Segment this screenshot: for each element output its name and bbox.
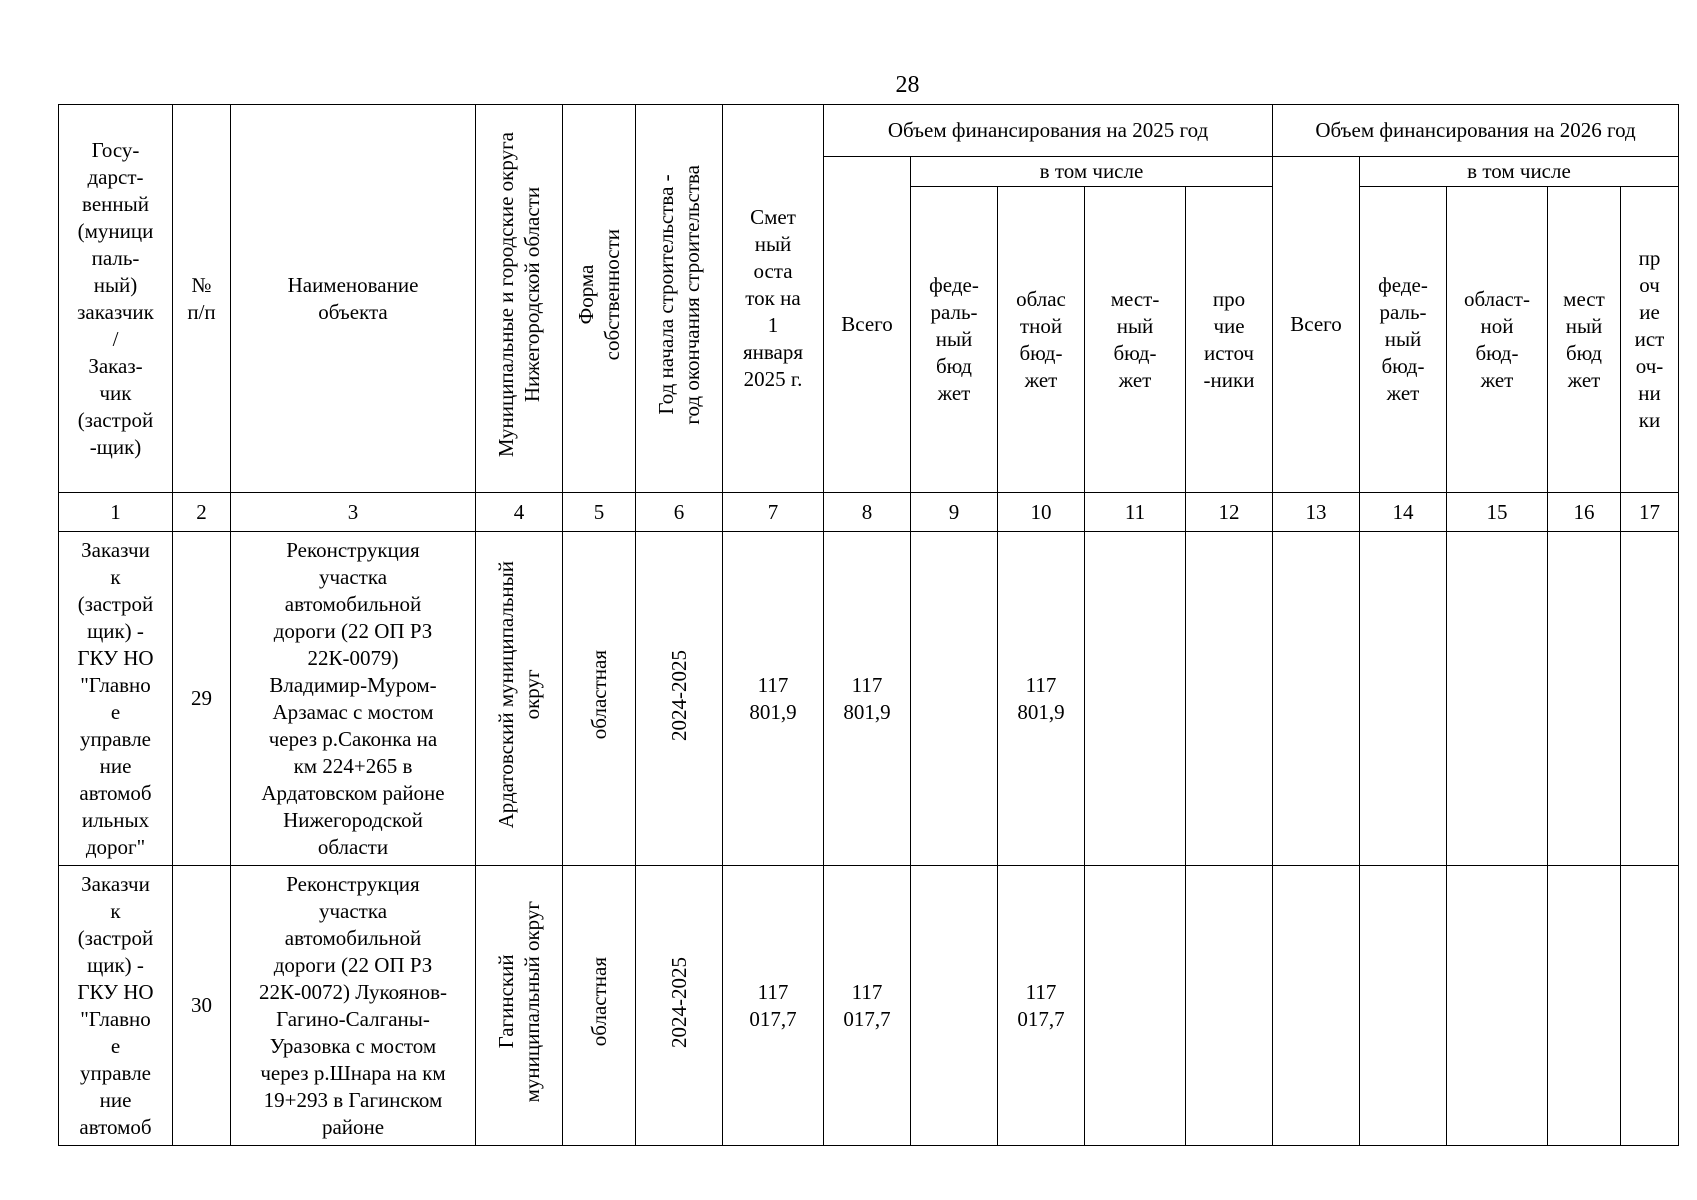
header-local-2026: мест ный бюд жет: [1548, 187, 1621, 493]
cell-num: 29: [173, 532, 231, 866]
column-number: 3: [231, 493, 476, 532]
header-object-name: Наименование объекта: [231, 105, 476, 493]
cell-years-text: 2024-2025: [667, 956, 691, 1048]
cell-ownership-text: областная: [587, 650, 611, 740]
cell-local-2025: [1085, 866, 1186, 1146]
column-number: 16: [1548, 493, 1621, 532]
cell-object-name: Реконструкция участка автомобильной дороги (22 ОП РЗ 22К-0072) Лукоянов- Гагино-Салганы- Уразовка с мостом через р.Шнара на км 19+293 в Гагинском районе: [231, 866, 476, 1146]
cell-total-2026: [1273, 532, 1360, 866]
header-regional-2026: област- ной бюд- жет: [1447, 187, 1548, 493]
column-number: 5: [563, 493, 636, 532]
header-estimate: Смет ный оста ток на 1 января 2025 г.: [723, 105, 824, 493]
cell-total-2025: 117 017,7: [824, 866, 911, 1146]
cell-ownership: [563, 532, 636, 866]
header-total-2026: Всего: [1273, 157, 1360, 493]
header-ownership-text: Форма собственности: [574, 229, 624, 361]
cell-regional-2025: 117 017,7: [998, 866, 1085, 1146]
cell-regional-2026: [1447, 532, 1548, 866]
header-fin-2025: Объем финансирования на 2025 год: [824, 105, 1273, 157]
column-number: 8: [824, 493, 911, 532]
header-incl-2026: в том числе: [1360, 157, 1679, 187]
table-row: [59, 532, 1679, 866]
cell-regional-2026: [1447, 866, 1548, 1146]
header-districts-text: Муниципальные и городские округа Нижегородской области: [494, 132, 544, 458]
page-number: 28: [895, 72, 920, 98]
header-federal-2026: феде- раль- ный бюд- жет: [1360, 187, 1447, 493]
cell-customer: Заказчи к (застрой щик) - ГКУ НО "Главно е управле ние автомоб ильных дорог": [59, 532, 173, 866]
column-number: 6: [636, 493, 723, 532]
column-number: 1: [59, 493, 173, 532]
cell-other-2026: [1621, 866, 1679, 1146]
column-number: 11: [1085, 493, 1186, 532]
cell-object-name: Реконструкция участка автомобильной дороги (22 ОП РЗ 22К-0079) Владимир-Муром- Арзамас с мостом через р.Саконка на км 224+265 в Ардатовском районе Нижегородской области: [231, 532, 476, 866]
header-years-text: Год начала строительства - год окончания строительства: [654, 165, 704, 425]
cell-years: [636, 866, 723, 1146]
header-other-2025: про чие источ -ники: [1186, 187, 1273, 493]
header-ownership: [563, 105, 636, 493]
header-other-2026: пр оч ие ист оч- ни ки: [1621, 187, 1679, 493]
header-num: № п/п: [173, 105, 231, 493]
cell-estimate: 117 017,7: [723, 866, 824, 1146]
cell-local-2026: [1548, 866, 1621, 1146]
column-number: 2: [173, 493, 231, 532]
column-number: 12: [1186, 493, 1273, 532]
financing-table: [58, 104, 1679, 1146]
cell-district-text: Ардатовский муниципальный округ: [494, 561, 544, 829]
cell-total-2026: [1273, 866, 1360, 1146]
cell-district-text: Гагинский муниципальный округ: [494, 901, 544, 1103]
column-number: 10: [998, 493, 1085, 532]
cell-other-2025: [1186, 532, 1273, 866]
header-districts: [476, 105, 563, 493]
header-customer: Госу- дарст- венный (муници паль- ный) заказчик / Заказ- чик (застрой -щик): [59, 105, 173, 493]
cell-federal-2025: [911, 866, 998, 1146]
table-row: [59, 866, 1679, 1146]
header-years: [636, 105, 723, 493]
column-number: 17: [1621, 493, 1679, 532]
header-regional-2025: облас тной бюд- жет: [998, 187, 1085, 493]
cell-years: [636, 532, 723, 866]
header-federal-2025: феде- раль- ный бюд жет: [911, 187, 998, 493]
header-incl-2025: в том числе: [911, 157, 1273, 187]
cell-district: [476, 866, 563, 1146]
column-number: 4: [476, 493, 563, 532]
cell-total-2025: 117 801,9: [824, 532, 911, 866]
column-number-row: [59, 493, 1679, 532]
column-number: 14: [1360, 493, 1447, 532]
cell-local-2026: [1548, 532, 1621, 866]
cell-federal-2025: [911, 532, 998, 866]
cell-ownership: [563, 866, 636, 1146]
cell-customer: Заказчи к (застрой щик) - ГКУ НО "Главно е управле ние автомоб: [59, 866, 173, 1146]
cell-other-2026: [1621, 532, 1679, 866]
header-total-2025: Всего: [824, 157, 911, 493]
cell-district: [476, 532, 563, 866]
cell-other-2025: [1186, 866, 1273, 1146]
cell-estimate: 117 801,9: [723, 532, 824, 866]
cell-years-text: 2024-2025: [667, 649, 691, 741]
column-number: 9: [911, 493, 998, 532]
header-fin-2026: Объем финансирования на 2026 год: [1273, 105, 1679, 157]
column-number: 7: [723, 493, 824, 532]
cell-regional-2025: 117 801,9: [998, 532, 1085, 866]
cell-num: 30: [173, 866, 231, 1146]
cell-federal-2026: [1360, 532, 1447, 866]
cell-ownership-text: областная: [587, 957, 611, 1047]
column-number: 13: [1273, 493, 1360, 532]
header-local-2025: мест- ный бюд- жет: [1085, 187, 1186, 493]
cell-local-2025: [1085, 532, 1186, 866]
cell-federal-2026: [1360, 866, 1447, 1146]
column-number: 15: [1447, 493, 1548, 532]
